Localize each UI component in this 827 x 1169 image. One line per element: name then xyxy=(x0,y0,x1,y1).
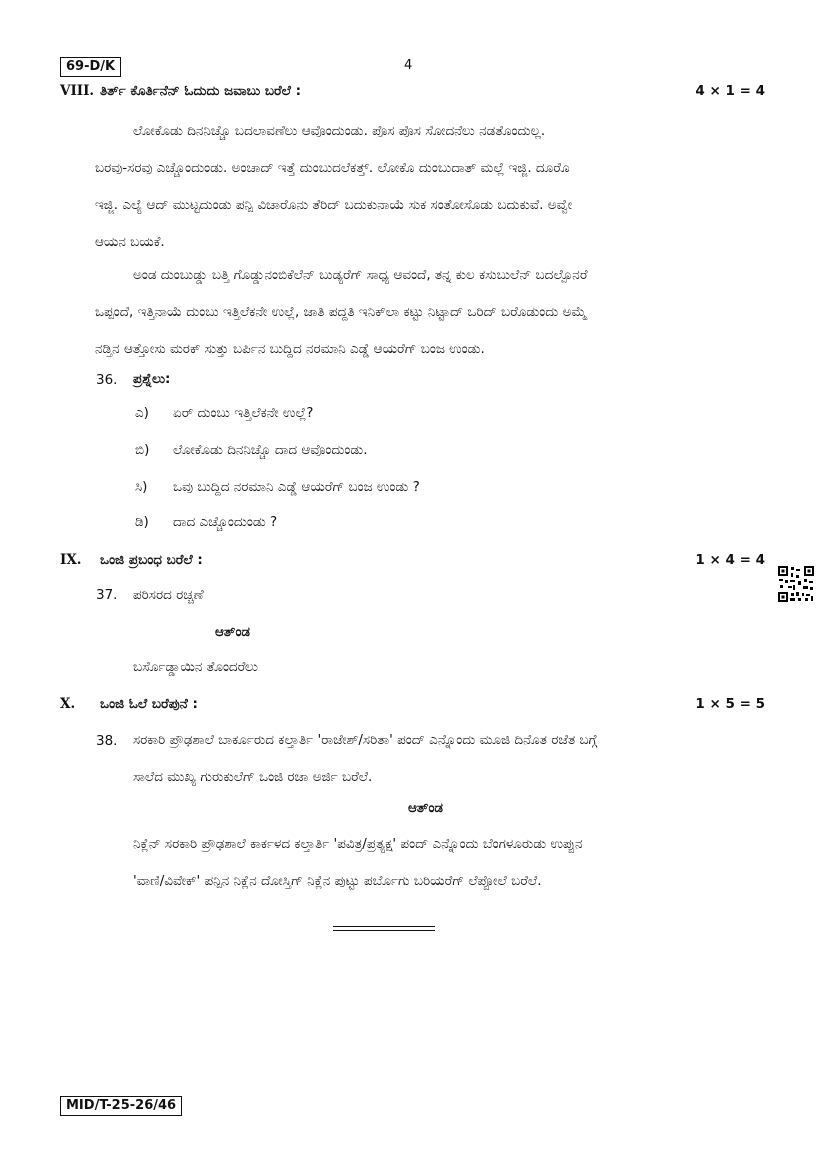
question-number: 38. xyxy=(96,733,118,749)
or-label: ಆತ್ಂಡ xyxy=(408,800,444,816)
alt-question-text: ಬರ್ಸೊಡ್ಡಾಯಿನ ತೊಂದರೆಲು xyxy=(133,659,258,675)
paper-code: 69-D/K xyxy=(60,57,121,77)
alt-question-text: ನಿಕ್ಲೆನ್ ಸರಕಾರಿ ಪ್ರೌಢಶಾಲೆ ಕಾರ್ಕಳದ ಕಲ್ತಾರ್ತಿ 'ಪವಿತ್ರ/ಪ್ರತ್ಯಕ್ಷ' ಪಂದ್ ಎನ್ನೊಂದು ಬೆಂಗಳೂರುಡು ಉಪ್ಪುನ 'ವಾಣಿ/ವಿವೇಕ್' ಪನ್ಪಿನ ನಿಕ್ಲೆನ ದೋಸ್ತಿಗ್ ನಿಕ್ಲೆನ ಪುಟ್ಟು ಪರ್ಬೊಗು ಬರಿಯರೆಗ್ ಲೆಪ್ಪೋಲೆ ಬರೆಲೆ. xyxy=(133,836,583,889)
section-title: ತಿರ್ತ್ ಕೊರ್ತಿನೆನ್ ಓದುದು ಜವಾಬು ಬರೆಲೆ : xyxy=(100,83,302,99)
section-title: ಒಂಜಿ ಪ್ರಬಂಧ ಬರೆಲೆ : xyxy=(100,552,203,568)
question-text: ಪರಿಸರದ ರಚ್ಚಣೆ xyxy=(133,587,204,603)
question-number: 37. xyxy=(96,587,118,603)
question-number: 36. xyxy=(96,372,118,388)
section-numeral: VIII. xyxy=(60,83,95,99)
question-heading: ಪ್ರಶ್ನೆಲು: xyxy=(133,371,171,387)
or-label: ಆತ್ಂಡ xyxy=(215,624,251,640)
passage-paragraph-2: ಅಂಡ ದುಂಬುಡ್ಡು ಬತ್ತಿ ಗೊಡ್ಡುನಂಬಿಕೆಲೆನ್ ಬುಡ್ಯರೆಗ್ ಸಾಧ್ಯ ಆವಂದೆ, ತನ್ನ ಕುಲ ಕಸುಬುಲೆನ್ ಬದಲ್ಪೊನರೆ ಒಪ್ಪಂದೆ, ಇತ್ತಿನಾಯೆ ದುಂಬು ಇತ್ತಿಲೆಕನೇ ಉಲ್ಲೆ, ಜಾತಿ ಪದ್ದತಿ ಇನಿಕ್‌ಲಾ ಕಟ್ಟು ನಿಟ್ಟಾದ್ ಒರಿದ್ ಬರೊಡುಂದು ಅಮ್ಮೆ ನಡ್ತಿನ ಆತ್ತೋಸು ಮರಕ್ ಸುತ್ತು ಬರ್ಪಿನ ಬುದ್ದಿದ ನರಮಾನಿ ಎಡ್ಡೆ ಆಯರೆಗ್ ಬಂಜ ಉಂಡು. xyxy=(95,267,588,357)
sub-question-label: ಡಿ) xyxy=(135,514,149,530)
sub-question-text: ಒವು ಬುದ್ದಿದ ನರಮಾನಿ ಎಡ್ಡೆ ಆಯರೆಗ್ ಬಂಜ ಉಂಡು ? xyxy=(173,479,420,495)
end-rule-top xyxy=(333,926,435,927)
sub-question-label: ಬಿ) xyxy=(135,442,150,458)
section-numeral: X. xyxy=(60,696,76,712)
section-marks: 1 × 5 = 5 xyxy=(695,696,765,712)
end-rule-bottom xyxy=(333,930,435,931)
footer-code: MID/T-25-26/46 xyxy=(60,1096,182,1116)
sub-question-text: ಲೋಕೊಡು ದಿನನಿಚ್ಚೊ ದಾದ ಆವೊಂದುಂಡು. xyxy=(173,442,368,458)
section-numeral: IX. xyxy=(60,552,82,568)
sub-question-text: ದಾದ ಎಚ್ಚೊಂದುಂಡು ? xyxy=(173,514,278,530)
qr-code-icon xyxy=(778,566,814,602)
sub-question-text: ಏರ್ ದುಂಬು ಇತ್ತಿಲೆಕನೇ ಉಲ್ಲೆ? xyxy=(173,405,314,421)
section-marks: 1 × 4 = 4 xyxy=(695,552,765,568)
sub-question-label: ಸಿ) xyxy=(135,479,148,495)
section-marks: 4 × 1 = 4 xyxy=(695,83,765,99)
page-number: 4 xyxy=(404,58,413,73)
passage-paragraph-1: ಲೋಕೊಡು ದಿನನಿಚ್ಚೊ ಬದಲಾವಣೆಲು ಆವೊಂದುಂಡು. ಪೊಸ ಪೊಸ ಸೋದನೆಲು ನಡತೊಂದುಲ್ಲ. ಬರವು-ಸರವು ಎಚ್ಚೊಂದುಂಡು. ಅಂಚಾದ್ ಇತ್ತೆ ದುಂಬುದಲೆಕತ್ತ್. ಲೋಕೊ ದುಂಬುದಾತ್ ಮಲ್ಲೆ ಇಜ್ಜಿ. ದೂರೊ ಇಜ್ಜಿ. ಎಲ್ಯೆ ಆದ್ ಮುಟ್ಟದುಂಡು ಪನ್ಪಿ ವಿಚಾರೊನು ತೆರಿದ್ ಬದುಕುನಾಯೆ ಸುಕ ಸಂತೋಸೊಡು ಬದುಕುವೆ. ಅವ್ವೇ ಆಯನ ಬಯಕೆ. xyxy=(95,123,573,250)
section-title: ಒಂಜಿ ಓಲೆ ಬರೆಪುನೆ : xyxy=(100,696,198,712)
sub-question-label: ಎ) xyxy=(135,405,149,421)
question-text: ಸರಕಾರಿ ಪ್ರೌಢಶಾಲೆ ಬಾರ್ಕೂರುದ ಕಲ್ತಾರ್ತಿ 'ರಾಜೇಶ್/ಸರಿತಾ' ಪಂದ್ ಎನ್ನೊಂದು ಮೂಜಿ ದಿನೊತ ರಜೆತ ಬಗ್ಗೆ ಸಾಲೆದ ಮುಖ್ಯ ಗುರುಕುಲೆಗ್ ಒಂಜಿ ರಜಾ ಅರ್ಜಿ ಬರೆಲೆ. xyxy=(133,732,598,785)
